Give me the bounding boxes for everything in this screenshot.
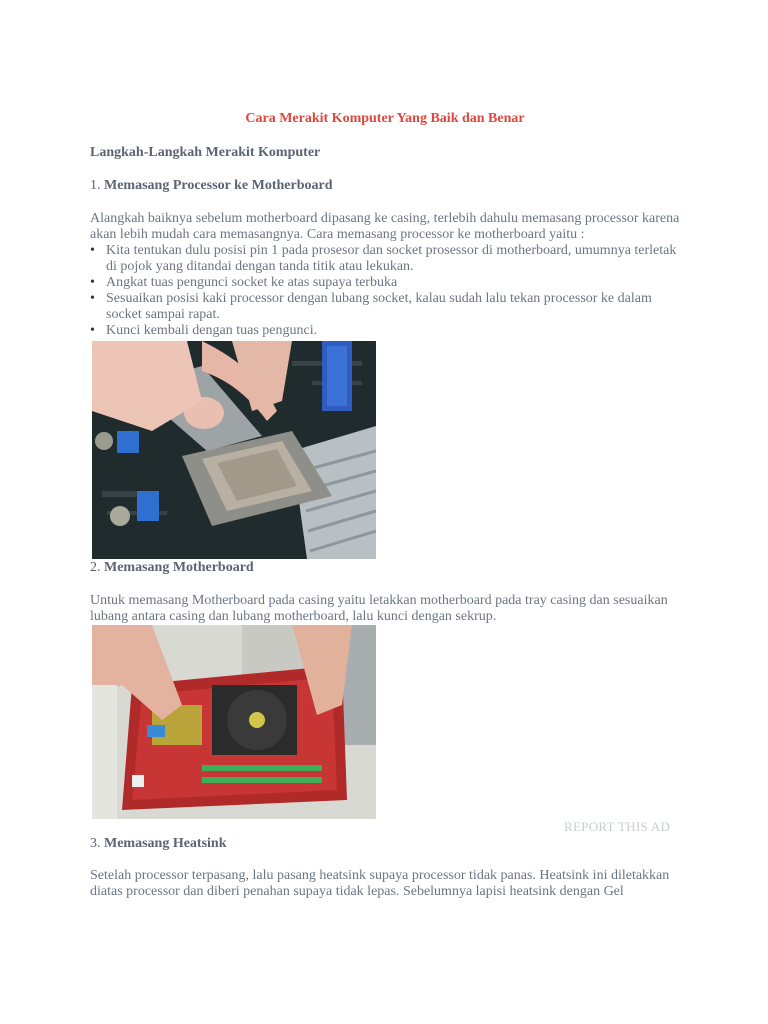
step-title: Memasang Processor ke Motherboard	[104, 178, 333, 193]
step-number: 3.	[90, 836, 101, 851]
page-title: Cara Merakit Komputer Yang Baik dan Benar	[245, 111, 525, 126]
step-3-text: Setelah processor terpasang, lalu pasang heatsink supaya processor tidak panas. Heatsink ini diletakkan diatas processor dan diberi penahan supaya tidak lepas. Sebelumnya lapisi heatsink dengan Gel	[90, 868, 670, 899]
bullet-icon: •	[90, 291, 95, 306]
step-number: 1.	[90, 178, 101, 193]
report-ad-link[interactable]: REPORT THIS AD	[564, 819, 671, 834]
step-1-intro: Alangkah baiknya sebelum motherboard dipasang ke casing, terlebih dahulu memasang processor karena akan lebih mudah cara memasangnya. Cara memasang processor ke motherboard yaitu :	[90, 211, 680, 242]
list-item: • Kunci kembali dengan tuas pengunci.	[90, 323, 318, 338]
step-title: Memasang Heatsink	[104, 836, 227, 851]
bullet-icon: •	[90, 275, 95, 290]
step-2-text: Untuk memasang Motherboard pada casing yaitu letakkan motherboard pada tray casing dan sesuaikan lubang antara casing dan lubang motherboard, lalu kunci dengan sekrup.	[90, 593, 668, 624]
processor-install-photo	[92, 341, 376, 559]
step-title: Memasang Motherboard	[104, 560, 254, 575]
step-3-heading	[90, 836, 227, 852]
bullet-icon: •	[90, 323, 95, 338]
list-item: • Angkat tuas pengunci socket ke atas supaya terbuka	[90, 275, 398, 290]
list-item: • Kita tentukan dulu posisi pin 1 pada prosesor dan socket prosessor di motherboard, umumnya terletak di pojok yang ditandai dengan tanda titik atau lekukan.	[90, 243, 677, 274]
list-item: • Sesuaikan posisi kaki processor dengan lubang socket, kalau sudah lalu tekan processor ke dalam socket sampai rapat.	[90, 291, 652, 322]
bullet-list	[90, 243, 681, 339]
bullet-icon: •	[90, 243, 95, 258]
step-2-heading	[90, 560, 254, 576]
motherboard-install-photo	[92, 625, 376, 819]
step-1-heading	[90, 178, 333, 194]
section-heading: Langkah-Langkah Merakit Komputer	[90, 145, 321, 160]
step-number: 2.	[90, 560, 101, 575]
